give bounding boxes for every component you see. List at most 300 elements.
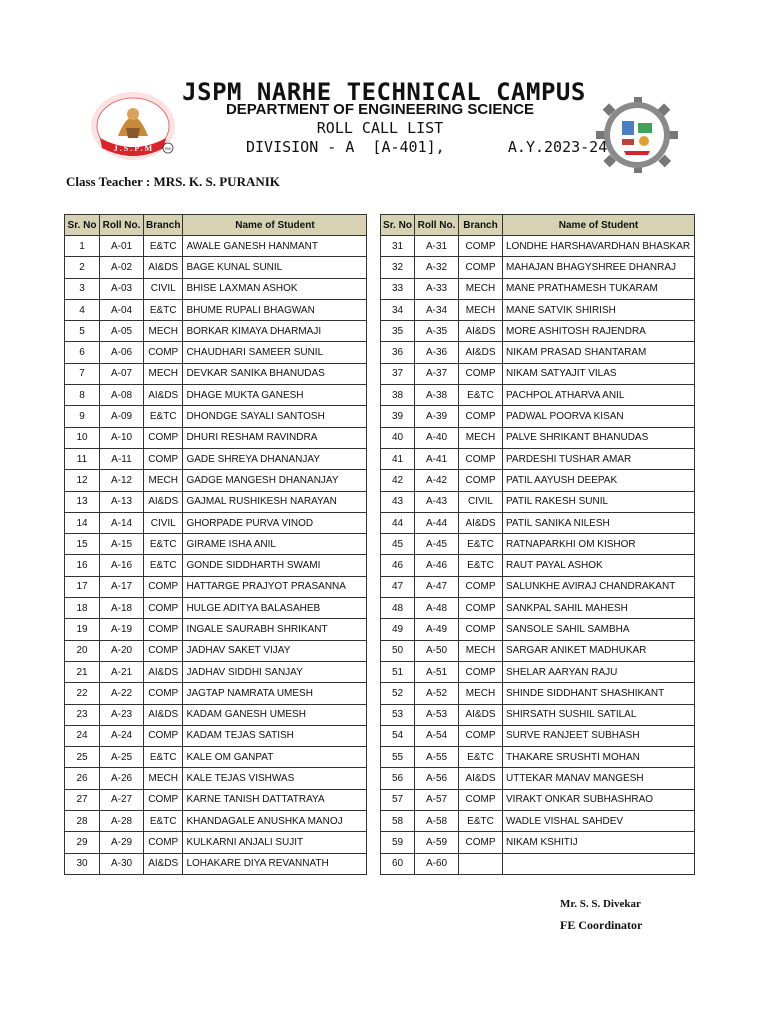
table-row xyxy=(65,342,367,363)
table-row xyxy=(65,257,367,278)
roll-no-cell: A-54 xyxy=(415,725,459,746)
table-row xyxy=(65,299,367,320)
roll-no-cell: A-46 xyxy=(415,555,459,576)
student-name-cell: DHURI RESHAM RAVINDRA xyxy=(183,427,367,448)
table-row xyxy=(381,534,695,555)
branch-cell: COMP xyxy=(459,576,503,597)
student-name-cell: NIKAM PRASAD SHANTARAM xyxy=(503,342,695,363)
table-row xyxy=(381,278,695,299)
branch-cell: COMP xyxy=(459,448,503,469)
branch-cell: COMP xyxy=(144,448,183,469)
branch-cell: AI&DS xyxy=(459,342,503,363)
student-name-cell: DHONDGE SAYALI SANTOSH xyxy=(183,406,367,427)
sr-no-cell: 25 xyxy=(65,747,100,768)
table-row xyxy=(381,555,695,576)
col-header-branch: Branch xyxy=(144,215,183,236)
student-name-cell: MORE ASHITOSH RAJENDRA xyxy=(503,321,695,342)
roll-no-cell: A-13 xyxy=(100,491,144,512)
branch-cell: MECH xyxy=(144,768,183,789)
roll-no-cell: A-06 xyxy=(100,342,144,363)
table-row xyxy=(381,811,695,832)
table-row xyxy=(381,470,695,491)
branch-cell: AI&DS xyxy=(144,853,183,874)
branch-cell: AI&DS xyxy=(144,704,183,725)
roll-no-cell: A-21 xyxy=(100,661,144,682)
branch-cell: AI&DS xyxy=(144,491,183,512)
student-name-cell: HATTARGE PRAJYOT PRASANNA xyxy=(183,576,367,597)
table-row xyxy=(381,257,695,278)
sr-no-cell: 40 xyxy=(381,427,415,448)
table-row xyxy=(65,789,367,810)
branch-cell: COMP xyxy=(144,598,183,619)
roll-no-cell: A-12 xyxy=(100,470,144,491)
sr-no-cell: 6 xyxy=(65,342,100,363)
campus-title: JSPM NARHE TECHNICAL CAMPUS xyxy=(182,78,586,106)
branch-cell: COMP xyxy=(459,257,503,278)
branch-cell: MECH xyxy=(144,363,183,384)
roll-no-cell: A-40 xyxy=(415,427,459,448)
table-row xyxy=(381,640,695,661)
branch-cell: AI&DS xyxy=(144,661,183,682)
branch-cell: COMP xyxy=(459,832,503,853)
roll-no-cell: A-20 xyxy=(100,640,144,661)
student-name-cell: DHAGE MUKTA GANESH xyxy=(183,385,367,406)
student-name-cell: KALE OM GANPAT xyxy=(183,747,367,768)
table-row xyxy=(65,385,367,406)
sr-no-cell: 13 xyxy=(65,491,100,512)
branch-cell: MECH xyxy=(459,278,503,299)
sr-no-cell: 28 xyxy=(65,811,100,832)
sr-no-cell: 26 xyxy=(65,768,100,789)
roll-no-cell: A-47 xyxy=(415,576,459,597)
student-name-cell: KADAM GANESH UMESH xyxy=(183,704,367,725)
student-name-cell: GADE SHREYA DHANANJAY xyxy=(183,448,367,469)
table-row xyxy=(381,321,695,342)
roll-no-cell: A-17 xyxy=(100,576,144,597)
table-row xyxy=(65,534,367,555)
roll-no-cell: A-58 xyxy=(415,811,459,832)
sr-no-cell: 55 xyxy=(381,747,415,768)
roll-no-cell: A-10 xyxy=(100,427,144,448)
table-row xyxy=(65,853,367,874)
table-row xyxy=(65,768,367,789)
student-name-cell: BHISE LAXMAN ASHOK xyxy=(183,278,367,299)
logo-badge: PMI xyxy=(164,147,172,151)
student-name-cell: PATIL SANIKA NILESH xyxy=(503,512,695,533)
sr-no-cell: 33 xyxy=(381,278,415,299)
roll-no-cell: A-38 xyxy=(415,385,459,406)
logo-text: J . S . P . M xyxy=(113,144,153,153)
col-header-sr-no: Sr. No xyxy=(65,215,100,236)
roll-no-cell: A-39 xyxy=(415,406,459,427)
sr-no-cell: 50 xyxy=(381,640,415,661)
student-name-cell: UTTEKAR MANAV MANGESH xyxy=(503,768,695,789)
branch-cell: E&TC xyxy=(144,555,183,576)
branch-cell: MECH xyxy=(459,427,503,448)
branch-cell: E&TC xyxy=(144,236,183,257)
roll-no-cell: A-56 xyxy=(415,768,459,789)
roll-no-cell: A-04 xyxy=(100,299,144,320)
class-teacher: Class Teacher : MRS. K. S. PURANIK xyxy=(66,174,280,189)
branch-cell: COMP xyxy=(144,619,183,640)
branch-cell: COMP xyxy=(459,598,503,619)
roll-no-cell: A-11 xyxy=(100,448,144,469)
table-row xyxy=(65,619,367,640)
sr-no-cell: 23 xyxy=(65,704,100,725)
table-header-row xyxy=(381,215,695,236)
table-row xyxy=(381,619,695,640)
branch-cell: E&TC xyxy=(144,534,183,555)
branch-cell: COMP xyxy=(459,406,503,427)
sr-no-cell: 12 xyxy=(65,470,100,491)
table-row xyxy=(65,598,367,619)
branch-cell: E&TC xyxy=(144,299,183,320)
col-header-roll-no: Roll No. xyxy=(415,215,459,236)
sr-no-cell: 19 xyxy=(65,619,100,640)
student-name-cell: SANSOLE SAHIL SAMBHA xyxy=(503,619,695,640)
roll-no-cell: A-32 xyxy=(415,257,459,278)
student-name-cell: BAGE KUNAL SUNIL xyxy=(183,257,367,278)
roll-no-cell: A-34 xyxy=(415,299,459,320)
roll-table-right xyxy=(380,214,695,875)
roll-no-cell: A-09 xyxy=(100,406,144,427)
table-row xyxy=(65,704,367,725)
student-name-cell: KHANDAGALE ANUSHKA MANOJ xyxy=(183,811,367,832)
student-name-cell: KADAM TEJAS SATISH xyxy=(183,725,367,746)
branch-cell: E&TC xyxy=(459,811,503,832)
student-name-cell: SALUNKHE AVIRAJ CHANDRAKANT xyxy=(503,576,695,597)
roll-no-cell: A-35 xyxy=(415,321,459,342)
table-row xyxy=(65,576,367,597)
table-row xyxy=(381,427,695,448)
table-row xyxy=(65,363,367,384)
student-name-cell: NIKAM SATYAJIT VILAS xyxy=(503,363,695,384)
roll-no-cell: A-55 xyxy=(415,747,459,768)
student-name-cell xyxy=(503,853,695,874)
student-name-cell: RAUT PAYAL ASHOK xyxy=(503,555,695,576)
student-name-cell: SHELAR AARYAN RAJU xyxy=(503,661,695,682)
sr-no-cell: 43 xyxy=(381,491,415,512)
table-row xyxy=(65,811,367,832)
sr-no-cell: 31 xyxy=(381,236,415,257)
roll-no-cell: A-60 xyxy=(415,853,459,874)
sr-no-cell: 16 xyxy=(65,555,100,576)
branch-cell: AI&DS xyxy=(459,704,503,725)
sr-no-cell: 53 xyxy=(381,704,415,725)
table-row xyxy=(381,448,695,469)
sr-no-cell: 59 xyxy=(381,832,415,853)
student-name-cell: RATNAPARKHI OM KISHOR xyxy=(503,534,695,555)
table-row xyxy=(381,576,695,597)
roll-no-cell: A-59 xyxy=(415,832,459,853)
student-name-cell: BORKAR KIMAYA DHARMAJI xyxy=(183,321,367,342)
branch-cell: MECH xyxy=(459,640,503,661)
table-row xyxy=(65,747,367,768)
branch-cell: COMP xyxy=(144,640,183,661)
col-header-sr-no: Sr. No xyxy=(381,215,415,236)
roll-no-cell: A-53 xyxy=(415,704,459,725)
branch-cell: E&TC xyxy=(459,385,503,406)
table-row xyxy=(65,683,367,704)
roll-no-cell: A-25 xyxy=(100,747,144,768)
student-name-cell: KARNE TANISH DATTATRAYA xyxy=(183,789,367,810)
table-row xyxy=(65,661,367,682)
branch-cell: MECH xyxy=(144,470,183,491)
sr-no-cell: 35 xyxy=(381,321,415,342)
student-name-cell: INGALE SAURABH SHRIKANT xyxy=(183,619,367,640)
branch-cell: E&TC xyxy=(459,534,503,555)
roll-no-cell: A-08 xyxy=(100,385,144,406)
student-name-cell: KULKARNI ANJALI SUJIT xyxy=(183,832,367,853)
branch-cell: E&TC xyxy=(459,555,503,576)
sr-no-cell: 58 xyxy=(381,811,415,832)
table-row xyxy=(381,342,695,363)
branch-cell: E&TC xyxy=(144,811,183,832)
student-name-cell: HULGE ADITYA BALASAHEB xyxy=(183,598,367,619)
branch-cell: E&TC xyxy=(144,747,183,768)
student-name-cell: PATIL RAKESH SUNIL xyxy=(503,491,695,512)
sr-no-cell: 48 xyxy=(381,598,415,619)
student-name-cell: SARGAR ANIKET MADHUKAR xyxy=(503,640,695,661)
student-name-cell: KALE TEJAS VISHWAS xyxy=(183,768,367,789)
roll-no-cell: A-27 xyxy=(100,789,144,810)
sr-no-cell: 37 xyxy=(381,363,415,384)
roll-no-cell: A-18 xyxy=(100,598,144,619)
sr-no-cell: 49 xyxy=(381,619,415,640)
roll-no-cell: A-22 xyxy=(100,683,144,704)
sr-no-cell: 7 xyxy=(65,363,100,384)
table-row xyxy=(381,299,695,320)
table-row xyxy=(381,491,695,512)
sr-no-cell: 22 xyxy=(65,683,100,704)
roll-no-cell: A-28 xyxy=(100,811,144,832)
roll-no-cell: A-52 xyxy=(415,683,459,704)
roll-no-cell: A-51 xyxy=(415,661,459,682)
branch-cell: CIVIL xyxy=(459,491,503,512)
roll-no-cell: A-24 xyxy=(100,725,144,746)
roll-no-cell: A-29 xyxy=(100,832,144,853)
roll-no-cell: A-50 xyxy=(415,640,459,661)
sr-no-cell: 34 xyxy=(381,299,415,320)
branch-cell: COMP xyxy=(144,342,183,363)
student-name-cell: JADHAV SAKET VIJAY xyxy=(183,640,367,661)
student-name-cell: JADHAV SIDDHI SANJAY xyxy=(183,661,367,682)
roll-no-cell: A-02 xyxy=(100,257,144,278)
student-name-cell: MANE PRATHAMESH TUKARAM xyxy=(503,278,695,299)
roll-no-cell: A-05 xyxy=(100,321,144,342)
sr-no-cell: 11 xyxy=(65,448,100,469)
table-row xyxy=(381,704,695,725)
student-name-cell: GAJMAL RUSHIKESH NARAYAN xyxy=(183,491,367,512)
roll-no-cell: A-41 xyxy=(415,448,459,469)
roll-no-cell: A-43 xyxy=(415,491,459,512)
table-row xyxy=(65,512,367,533)
student-name-cell: PATIL AAYUSH DEEPAK xyxy=(503,470,695,491)
roll-no-cell: A-42 xyxy=(415,470,459,491)
sr-no-cell: 30 xyxy=(65,853,100,874)
branch-cell: E&TC xyxy=(144,406,183,427)
sr-no-cell: 21 xyxy=(65,661,100,682)
roll-no-cell: A-37 xyxy=(415,363,459,384)
sr-no-cell: 4 xyxy=(65,299,100,320)
student-name-cell: SHIRSATH SUSHIL SATILAL xyxy=(503,704,695,725)
sr-no-cell: 44 xyxy=(381,512,415,533)
sr-no-cell: 14 xyxy=(65,512,100,533)
sr-no-cell: 15 xyxy=(65,534,100,555)
branch-cell: COMP xyxy=(144,576,183,597)
student-name-cell: WADLE VISHAL SAHDEV xyxy=(503,811,695,832)
sr-no-cell: 2 xyxy=(65,257,100,278)
student-name-cell: CHAUDHARI SAMEER SUNIL xyxy=(183,342,367,363)
student-name-cell: BHUME RUPALI BHAGWAN xyxy=(183,299,367,320)
roll-no-cell: A-36 xyxy=(415,342,459,363)
sr-no-cell: 18 xyxy=(65,598,100,619)
roll-no-cell: A-26 xyxy=(100,768,144,789)
roll-no-cell: A-19 xyxy=(100,619,144,640)
col-header-roll-no: Roll No. xyxy=(100,215,144,236)
col-header-branch: Branch xyxy=(459,215,503,236)
student-name-cell: THAKARE SRUSHTI MOHAN xyxy=(503,747,695,768)
sr-no-cell: 10 xyxy=(65,427,100,448)
sr-no-cell: 42 xyxy=(381,470,415,491)
coordinator-title: FE Coordinator xyxy=(560,918,643,932)
branch-cell: AI&DS xyxy=(144,257,183,278)
roll-no-cell: A-31 xyxy=(415,236,459,257)
table-row xyxy=(381,853,695,874)
student-name-cell: GHORPADE PURVA VINOD xyxy=(183,512,367,533)
roll-no-cell: A-48 xyxy=(415,598,459,619)
table-row xyxy=(65,725,367,746)
branch-cell: COMP xyxy=(459,236,503,257)
sr-no-cell: 60 xyxy=(381,853,415,874)
branch-cell: COMP xyxy=(459,725,503,746)
branch-cell: AI&DS xyxy=(459,768,503,789)
branch-cell: AI&DS xyxy=(459,512,503,533)
branch-cell: COMP xyxy=(459,789,503,810)
student-name-cell: PALVE SHRIKANT BHANUDAS xyxy=(503,427,695,448)
branch-cell: COMP xyxy=(459,661,503,682)
sr-no-cell: 39 xyxy=(381,406,415,427)
sr-no-cell: 3 xyxy=(65,278,100,299)
student-name-cell: DEVKAR SANIKA BHANUDAS xyxy=(183,363,367,384)
branch-cell: COMP xyxy=(459,619,503,640)
branch-cell: COMP xyxy=(144,427,183,448)
roll-no-cell: A-49 xyxy=(415,619,459,640)
branch-cell: COMP xyxy=(459,470,503,491)
student-name-cell: LOHAKARE DIYA REVANNATH xyxy=(183,853,367,874)
student-name-cell: JAGTAP NAMRATA UMESH xyxy=(183,683,367,704)
table-row xyxy=(381,832,695,853)
roll-no-cell: A-33 xyxy=(415,278,459,299)
table-row xyxy=(381,385,695,406)
roll-no-cell: A-16 xyxy=(100,555,144,576)
student-name-cell: GIRAME ISHA ANIL xyxy=(183,534,367,555)
branch-cell: COMP xyxy=(459,363,503,384)
branch-cell: COMP xyxy=(144,725,183,746)
sr-no-cell: 51 xyxy=(381,661,415,682)
table-row xyxy=(381,363,695,384)
branch-cell: CIVIL xyxy=(144,512,183,533)
table-row xyxy=(65,278,367,299)
roll-no-cell: A-44 xyxy=(415,512,459,533)
sr-no-cell: 41 xyxy=(381,448,415,469)
student-name-cell: SANKPAL SAHIL MAHESH xyxy=(503,598,695,619)
table-row xyxy=(65,640,367,661)
sr-no-cell: 54 xyxy=(381,725,415,746)
table-row xyxy=(381,683,695,704)
sr-no-cell: 36 xyxy=(381,342,415,363)
table-row xyxy=(381,768,695,789)
roll-no-cell: A-15 xyxy=(100,534,144,555)
branch-cell: COMP xyxy=(144,832,183,853)
roll-no-cell: A-07 xyxy=(100,363,144,384)
department-title: DEPARTMENT OF ENGINEERING SCIENCE xyxy=(225,101,535,118)
table-row xyxy=(381,747,695,768)
sr-no-cell: 52 xyxy=(381,683,415,704)
col-header-name: Name of Student xyxy=(503,215,695,236)
student-name-cell: AWALE GANESH HANMANT xyxy=(183,236,367,257)
student-name-cell: LONDHE HARSHAVARDHAN BHASKAR xyxy=(503,236,695,257)
branch-cell: AI&DS xyxy=(144,385,183,406)
table-row xyxy=(65,406,367,427)
sr-no-cell: 38 xyxy=(381,385,415,406)
table-row xyxy=(65,321,367,342)
roll-no-cell: A-03 xyxy=(100,278,144,299)
table-row xyxy=(65,491,367,512)
table-row xyxy=(65,470,367,491)
col-header-name: Name of Student xyxy=(183,215,367,236)
roll-no-cell: A-45 xyxy=(415,534,459,555)
student-name-cell: NIKAM KSHITIJ xyxy=(503,832,695,853)
sr-no-cell: 24 xyxy=(65,725,100,746)
table-row xyxy=(65,832,367,853)
sr-no-cell: 56 xyxy=(381,768,415,789)
branch-cell: COMP xyxy=(144,683,183,704)
branch-cell xyxy=(459,853,503,874)
roll-no-cell: A-01 xyxy=(100,236,144,257)
sr-no-cell: 17 xyxy=(65,576,100,597)
roll-no-cell: A-23 xyxy=(100,704,144,725)
sr-no-cell: 32 xyxy=(381,257,415,278)
branch-cell: AI&DS xyxy=(459,321,503,342)
sr-no-cell: 45 xyxy=(381,534,415,555)
coordinator-name: Mr. S. S. Divekar xyxy=(560,898,641,910)
table-row xyxy=(65,236,367,257)
sr-no-cell: 1 xyxy=(65,236,100,257)
table-row xyxy=(381,512,695,533)
student-name-cell: MAHAJAN BHAGYSHREE DHANRAJ xyxy=(503,257,695,278)
sr-no-cell: 8 xyxy=(65,385,100,406)
table-row xyxy=(381,725,695,746)
student-name-cell: PADWAL POORVA KISAN xyxy=(503,406,695,427)
table-row xyxy=(381,598,695,619)
sr-no-cell: 46 xyxy=(381,555,415,576)
roll-no-cell: A-30 xyxy=(100,853,144,874)
sr-no-cell: 29 xyxy=(65,832,100,853)
table-row xyxy=(65,555,367,576)
student-name-cell: MANE SATVIK SHIRISH xyxy=(503,299,695,320)
sr-no-cell: 9 xyxy=(65,406,100,427)
table-row xyxy=(65,427,367,448)
branch-cell: CIVIL xyxy=(144,278,183,299)
branch-cell: MECH xyxy=(459,683,503,704)
sr-no-cell: 47 xyxy=(381,576,415,597)
student-name-cell: GADGE MANGESH DHANANJAY xyxy=(183,470,367,491)
branch-cell: E&TC xyxy=(459,747,503,768)
table-row xyxy=(65,448,367,469)
sr-no-cell: 5 xyxy=(65,321,100,342)
roll-table-left xyxy=(64,214,367,875)
